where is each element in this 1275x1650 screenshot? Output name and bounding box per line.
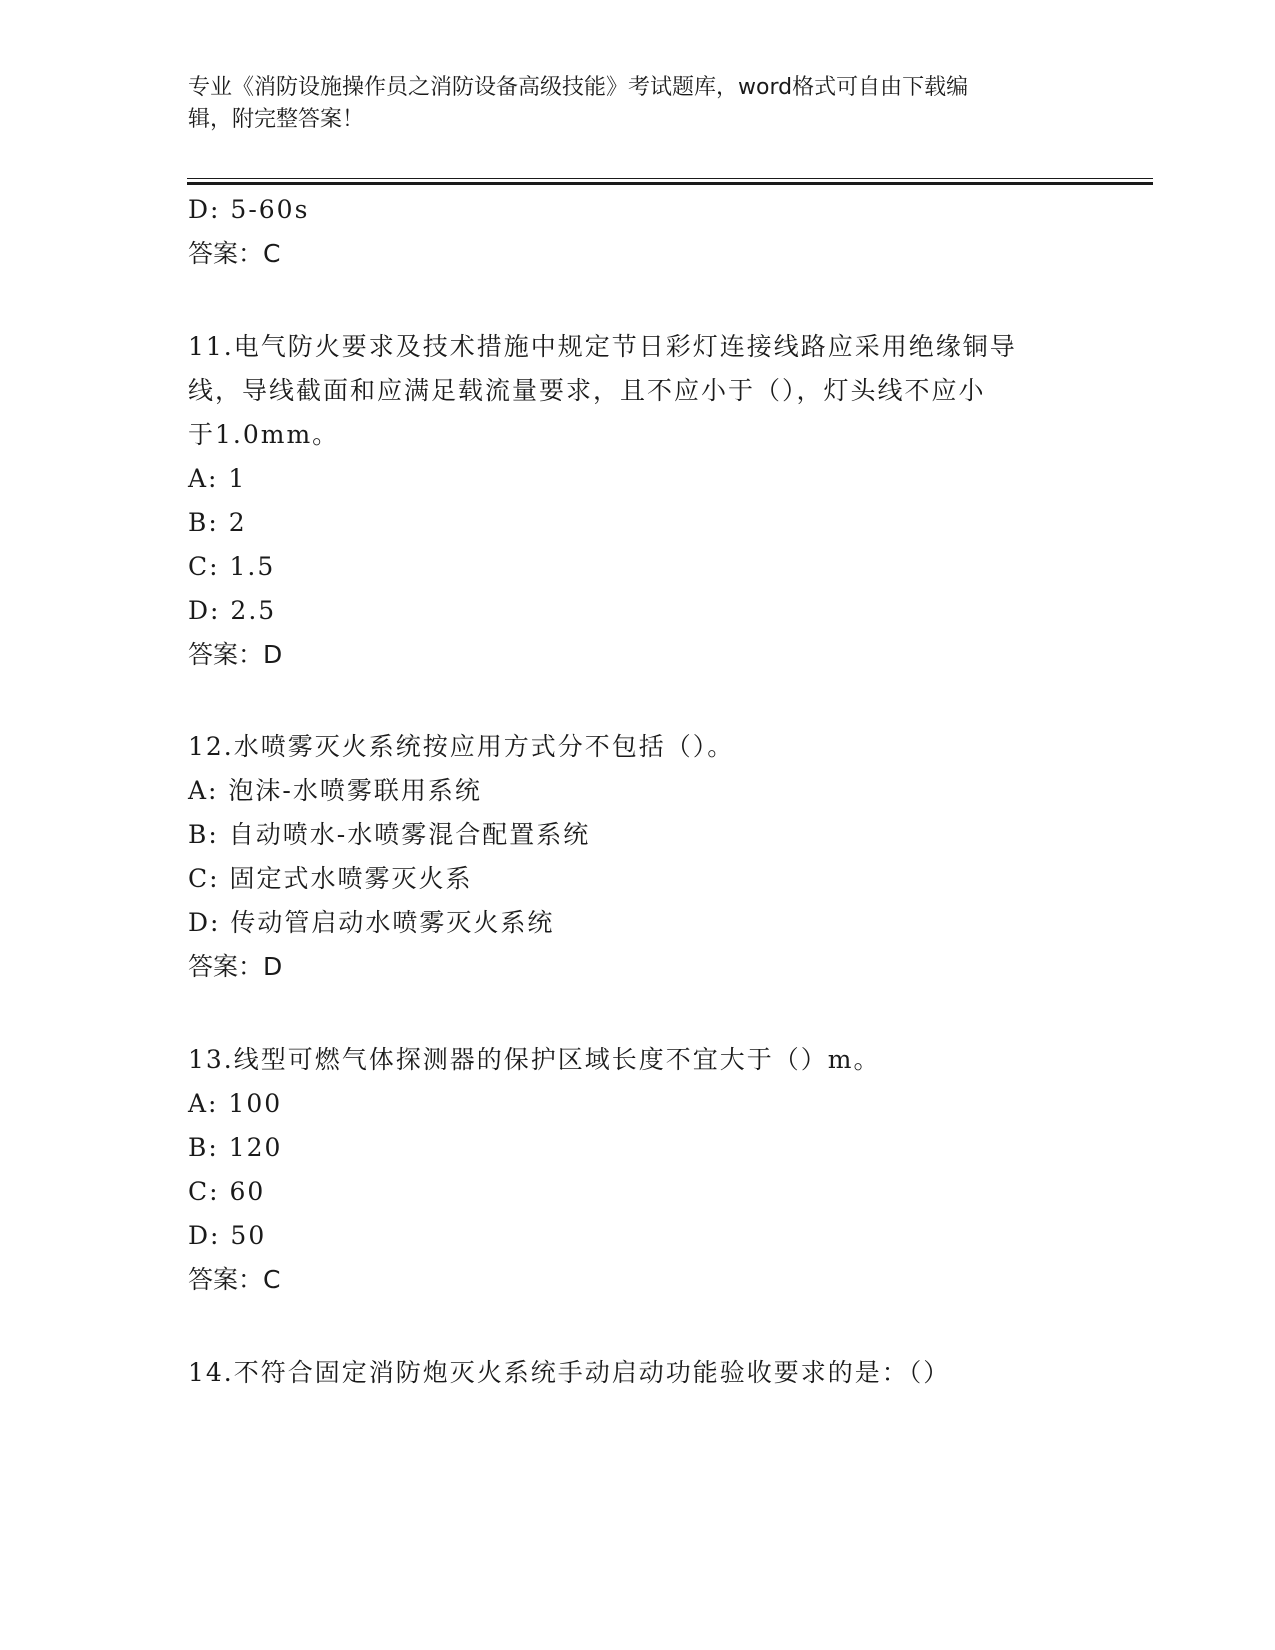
q13-option-b: B: 120 bbox=[188, 1133, 283, 1162]
q12-option-d: D: 传动管启动水喷雾灭火系统 bbox=[188, 908, 555, 937]
prev-answer: 答案：C bbox=[188, 239, 281, 268]
q12-answer: 答案：D bbox=[188, 952, 283, 981]
q12-option-a: A: 泡沫-水喷雾联用系统 bbox=[188, 776, 482, 805]
header-line-1: 专业《消防设施操作员之消防设备高级技能》考试题库，word格式可自由下载编 bbox=[188, 75, 969, 100]
q13-option-d: D: 50 bbox=[188, 1221, 267, 1250]
header-line-2: 辑，附完整答案！ bbox=[188, 107, 365, 132]
q11-stem-line-2: 线，导线截面和应满足载流量要求，且不应小于（），灯头线不应小 bbox=[188, 376, 986, 405]
q13-option-c: C: 60 bbox=[188, 1177, 266, 1206]
q11-option-d: D: 2.5 bbox=[188, 596, 277, 625]
q11-answer: 答案：D bbox=[188, 640, 283, 669]
q11-option-a: A: 1 bbox=[188, 464, 247, 493]
header-rule-thin bbox=[187, 178, 1153, 179]
q14-stem: 14.不符合固定消防炮灭火系统手动启动功能验收要求的是：（） bbox=[188, 1358, 951, 1387]
q12-option-b: B: 自动喷水-水喷雾混合配置系统 bbox=[188, 820, 591, 849]
prev-option-d: D: 5-60s bbox=[188, 195, 310, 224]
q13-option-a: A: 100 bbox=[188, 1089, 283, 1118]
q11-option-b: B: 2 bbox=[188, 508, 247, 537]
q13-stem: 13.线型可燃气体探测器的保护区域长度不宜大于（）m。 bbox=[188, 1045, 881, 1074]
q11-option-c: C: 1.5 bbox=[188, 552, 276, 581]
header-rule-thick bbox=[187, 182, 1153, 185]
q13-answer: 答案：C bbox=[188, 1265, 281, 1294]
q11-stem-line-1: 11.电气防火要求及技术措施中规定节日彩灯连接线路应采用绝缘铜导 bbox=[188, 332, 1017, 361]
q12-stem: 12.水喷雾灭火系统按应用方式分不包括（）。 bbox=[188, 732, 735, 761]
q12-option-c: C: 固定式水喷雾灭火系 bbox=[188, 864, 473, 893]
document-header bbox=[188, 72, 1088, 136]
q11-stem-line-3: 于1.0mm。 bbox=[188, 420, 340, 449]
